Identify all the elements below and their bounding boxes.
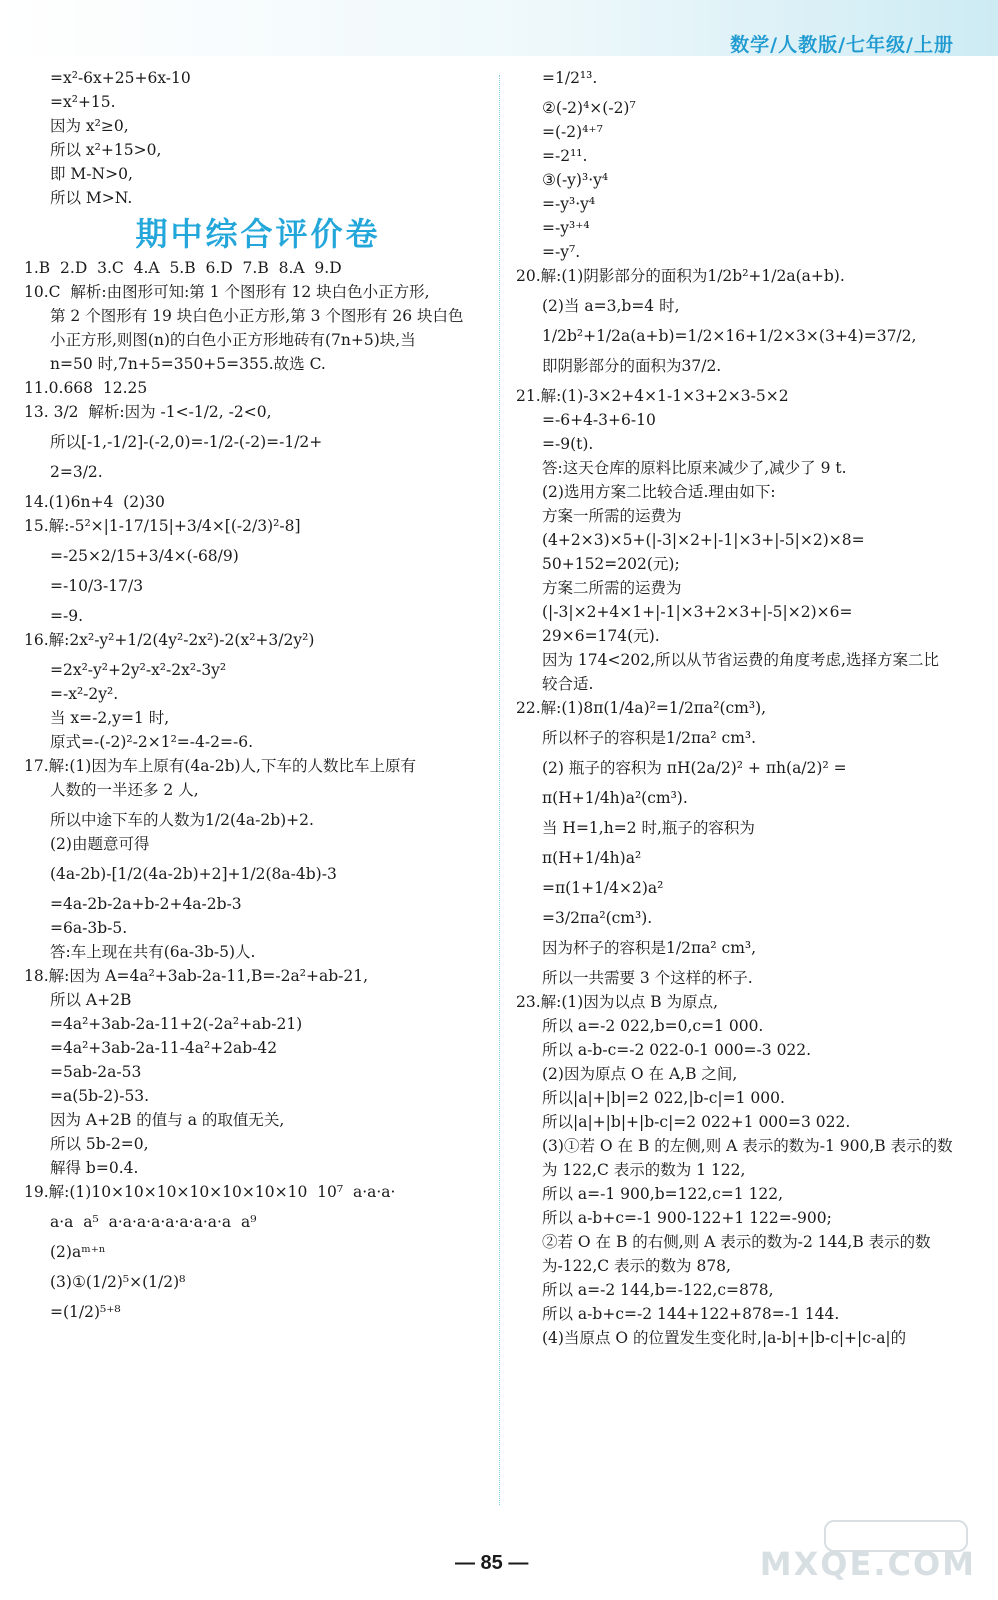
text-line: =π(1+1/4×2)a²: [542, 879, 664, 897]
text-line: π(H+1/4h)a²: [542, 849, 642, 867]
text-line: 因为 A+2B 的值与 a 的取值无关,: [50, 1111, 285, 1129]
text-line: 人数的一半还多 2 人,: [50, 781, 199, 799]
text-line: 所以 a-b+c=-1 900-122+1 122=-900;: [542, 1209, 832, 1227]
text-line: ②若 O 在 B 的右侧,则 A 表示的数为-2 144,B 表示的数: [542, 1233, 931, 1251]
text-line: =6a-3b-5.: [50, 919, 128, 937]
section-title: 期中综合评价卷: [135, 215, 381, 253]
text-line: 11.0.668 12.25: [24, 379, 148, 397]
left-lines-top: [24, 66, 492, 210]
text-line: =x²-6x+25+6x-10: [50, 69, 191, 87]
text-line: =-9.: [50, 607, 84, 625]
text-line: (|-3|×2+4×1+|-1|×3+2×3+|-5|×2)×6=: [542, 603, 853, 621]
text-line: 当 x=-2,y=1 时,: [50, 709, 170, 727]
text-line: 因为 174<202,所以从节省运费的角度考虑,选择方案二比: [542, 651, 939, 669]
text-line: 所以 a-b+c=-2 144+122+878=-1 144.: [542, 1305, 840, 1323]
text-line: =1/2¹³.: [542, 69, 598, 87]
text-line: =(-2)⁴⁺⁷: [542, 123, 603, 141]
text-line: 所以一共需要 3 个这样的杯子.: [542, 969, 753, 987]
text-line: =-25×2/15+3/4×(-68/9): [50, 547, 239, 565]
text-line: 15.解:-5²×|1-17/15|+3/4×[(-2/3)²-8]: [24, 517, 301, 535]
text-line: 所以[-1,-1/2]-(-2,0)=-1/2-(-2)=-1/2+: [50, 433, 323, 451]
text-line: 22.解:(1)8π(1/4a)²=1/2πa²(cm³),: [516, 699, 767, 717]
text-line: 解得 b=0.4.: [50, 1159, 139, 1177]
text-line: =5ab-2a-53: [50, 1063, 142, 1081]
text-line: ③(-y)³·y⁴: [542, 171, 609, 189]
text-line: 所以中途下车的人数为1/2(4a-2b)+2.: [50, 811, 314, 829]
text-line: 17.解:(1)因为车上原有(4a-2b)人,下车的人数比车上原有: [24, 757, 416, 775]
text-line: 13. 3/2 解析:因为 -1<-1/2, -2<0,: [24, 403, 272, 421]
text-line: 20.解:(1)阴影部分的面积为1/2b²+1/2a(a+b).: [516, 267, 845, 285]
text-line: 21.解:(1)-3×2+4×1-1×3+2×3-5×2: [516, 387, 789, 405]
text-line: =2x²-y²+2y²-x²-2x²-3y²: [50, 661, 227, 679]
text-line: 即阴影部分的面积为37/2.: [542, 357, 722, 375]
text-line: (3)①若 O 在 B 的左侧,则 A 表示的数为-1 900,B 表示的数: [542, 1137, 953, 1155]
text-line: =-x²-2y².: [50, 685, 119, 703]
text-line: ②(-2)⁴×(-2)⁷: [542, 99, 636, 117]
text-line: 为 122,C 表示的数为 1 122,: [542, 1161, 746, 1179]
text-line: =-9(t).: [542, 435, 594, 453]
text-line: (2)因为原点 O 在 A,B 之间,: [542, 1065, 738, 1083]
text-line: (2) 瓶子的容积为 πH(2a/2)² + πh(a/2)² =: [542, 759, 847, 777]
text-line: 答:这天仓库的原料比原来减少了,减少了 9 t.: [542, 459, 847, 477]
text-line: =-10/3-17/3: [50, 577, 144, 595]
text-line: 所以 5b-2=0,: [50, 1135, 149, 1153]
left-column: [24, 66, 492, 1324]
text-line: (2)选用方案二比较合适.理由如下:: [542, 483, 776, 501]
text-line: (4)当原点 O 的位置发生变化时,|a-b|+|b-c|+|c-a|的: [542, 1329, 907, 1347]
text-line: 10.C 解析:由图形可知:第 1 个图形有 12 块白色小正方形,: [24, 283, 430, 301]
text-line: 29×6=174(元).: [542, 627, 660, 645]
text-line: 所以 a=-1 900,b=122,c=1 122,: [542, 1185, 784, 1203]
text-line: =4a-2b-2a+b-2+4a-2b-3: [50, 895, 242, 913]
text-line: 小正方形,则图(n)的白色小正方形地砖有(7n+5)块,当: [50, 331, 416, 349]
text-line: 1.B 2.D 3.C 4.A 5.B 6.D 7.B 8.A 9.D: [24, 259, 342, 277]
text-line: 所以 a=-2 144,b=-122,c=878,: [542, 1281, 774, 1299]
text-line: =3/2πa²(cm³).: [542, 909, 653, 927]
text-line: =x²+15.: [50, 93, 116, 111]
text-line: 原式=-(-2)²-2×1²=-4-2=-6.: [50, 733, 253, 751]
text-line: 所以|a|+|b|+|b-c|=2 022+1 000=3 022.: [542, 1113, 851, 1131]
text-line: 所以 A+2B: [50, 991, 132, 1009]
text-line: =4a²+3ab-2a-11+2(-2a²+ab-21): [50, 1015, 303, 1033]
text-line: a·a a⁵ a·a·a·a·a·a·a·a·a a⁹: [50, 1213, 257, 1231]
text-line: 所以 M>N.: [50, 189, 133, 207]
text-line: (4a-2b)-[1/2(4a-2b)+2]+1/2(8a-4b)-3: [50, 865, 337, 883]
text-line: 当 H=1,h=2 时,瓶子的容积为: [542, 819, 755, 837]
right-column: [516, 66, 982, 1350]
text-line: 16.解:2x²-y²+1/2(4y²-2x²)-2(x²+3/2y²): [24, 631, 315, 649]
text-line: 所以杯子的容积是1/2πa² cm³.: [542, 729, 757, 747]
text-line: 所以 x²+15>0,: [50, 141, 162, 159]
text-line: =(1/2)⁵⁺⁸: [50, 1303, 121, 1321]
text-line: (2)aᵐ⁺ⁿ: [50, 1243, 106, 1261]
text-line: 所以 a-b-c=-2 022-0-1 000=-3 022.: [542, 1041, 812, 1059]
text-line: 2=3/2.: [50, 463, 103, 481]
right-lines: [516, 66, 982, 1350]
text-line: =-y⁷.: [542, 243, 581, 261]
text-line: 答:车上现在共有(6a-3b-5)人.: [50, 943, 256, 961]
left-lines-main: [24, 256, 492, 1324]
text-line: 因为 x²≥0,: [50, 117, 129, 135]
text-line: =-y³⁺⁴: [542, 219, 590, 237]
text-line: =-2¹¹.: [542, 147, 588, 165]
page-number: — 85 —: [455, 1552, 529, 1574]
column-divider: [499, 75, 500, 1505]
watermark-text: MXQE.COM: [759, 1545, 976, 1583]
header-title: 数学/人教版/七年级/上册: [730, 34, 954, 56]
text-line: (4+2×3)×5+(|-3|×2+|-1|×3+|-5|×2)×8=: [542, 531, 865, 549]
text-line: 19.解:(1)10×10×10×10×10×10×10 10⁷ a·a·a·: [24, 1183, 396, 1201]
text-line: 23.解:(1)因为以点 B 为原点,: [516, 993, 719, 1011]
text-line: 为-122,C 表示的数为 878,: [542, 1257, 731, 1275]
text-line: 1/2b²+1/2a(a+b)=1/2×16+1/2×3×(3+4)=37/2,: [542, 327, 917, 345]
text-line: 18.解:因为 A=4a²+3ab-2a-11,B=-2a²+ab-21,: [24, 967, 369, 985]
text-line: =a(5b-2)-53.: [50, 1087, 150, 1105]
text-line: =4a²+3ab-2a-11-4a²+2ab-42: [50, 1039, 278, 1057]
text-line: 所以|a|+|b|=2 022,|b-c|=1 000.: [542, 1089, 785, 1107]
text-line: (2)由题意可得: [50, 835, 150, 853]
text-line: 即 M-N>0,: [50, 165, 133, 183]
text-line: n=50 时,7n+5=350+5=355.故选 C.: [50, 355, 326, 373]
text-line: 所以 a=-2 022,b=0,c=1 000.: [542, 1017, 764, 1035]
text-line: =-6+4-3+6-10: [542, 411, 656, 429]
text-line: 方案一所需的运费为: [542, 507, 682, 525]
text-line: 较合适.: [542, 675, 594, 693]
text-line: (3)①(1/2)⁵×(1/2)⁸: [50, 1273, 186, 1291]
text-line: (2)当 a=3,b=4 时,: [542, 297, 680, 315]
text-line: 14.(1)6n+4 (2)30: [24, 493, 165, 511]
text-line: 方案二所需的运费为: [542, 579, 682, 597]
text-line: 第 2 个图形有 19 块白色小正方形,第 3 个图形有 26 块白色: [50, 307, 464, 325]
text-line: 50+152=202(元);: [542, 555, 680, 573]
text-line: π(H+1/4h)a²(cm³).: [542, 789, 688, 807]
text-line: 因为杯子的容积是1/2πa² cm³,: [542, 939, 757, 957]
text-line: =-y³·y⁴: [542, 195, 596, 213]
